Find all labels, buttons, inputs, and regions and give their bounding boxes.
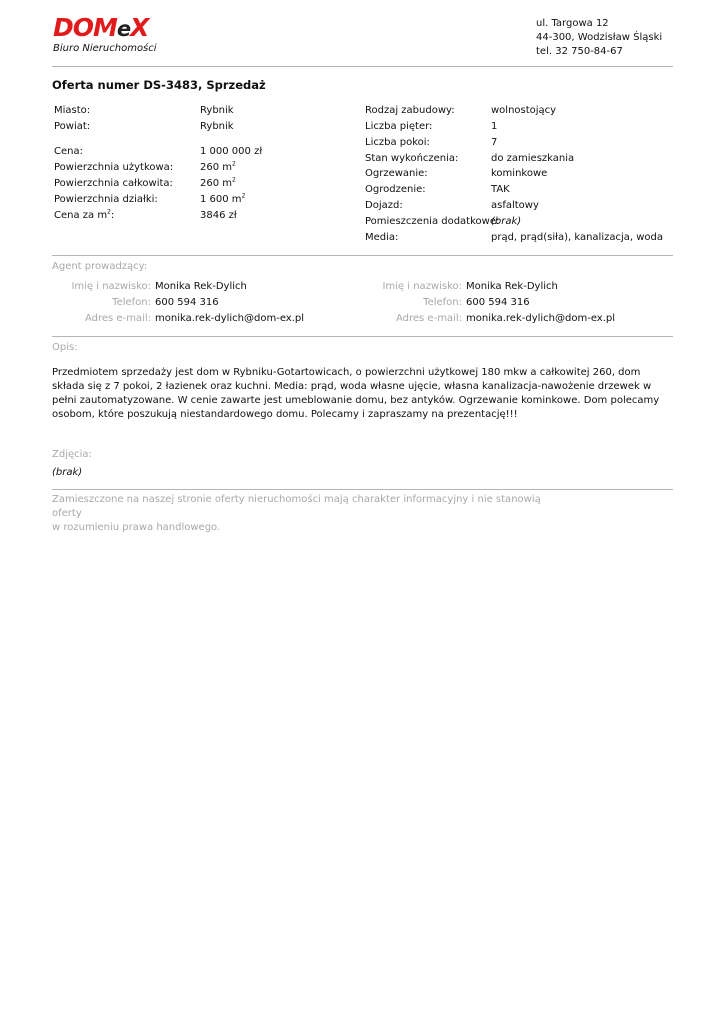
offer-title: Oferta numer DS-3483, Sprzedaż <box>52 78 266 92</box>
detail-label: Powiat: <box>54 121 91 132</box>
detail-value: asfaltowy <box>491 200 539 211</box>
agent-name-label: Imię i nazwisko: <box>382 281 462 292</box>
divider <box>52 66 673 67</box>
address-street: ul. Targowa 12 <box>536 18 609 29</box>
divider <box>52 255 673 256</box>
agent-phone-label: Telefon: <box>112 297 151 308</box>
detail-value: 260 $m^2$ <box>200 176 236 189</box>
agent-phone: 600 594 316 <box>466 297 530 308</box>
detail-label: Powierzchnia użytkowa: <box>54 162 174 173</box>
detail-label: Stan wykończenia: <box>365 153 459 164</box>
agent-name-label: Imię i nazwisko: <box>71 281 151 292</box>
agent-phone: 600 594 316 <box>155 297 219 308</box>
detail-label: Cena: <box>54 146 83 157</box>
detail-label: Liczba pokoi: <box>365 137 430 148</box>
detail-value: Rybnik <box>200 105 234 116</box>
disclaimer-line: Zamieszczone na naszej stronie oferty nieruchomości mają charakter informacyjny i nie stanowią oferty <box>52 494 541 519</box>
agent-email-label: Adres e-mail: <box>395 313 462 324</box>
detail-label: Powierzchnia całkowita: <box>54 178 173 189</box>
detail-label: Ogrodzenie: <box>365 184 426 195</box>
detail-value: 3846 zł <box>200 210 237 221</box>
detail-value: 7 <box>491 137 498 148</box>
agent-name: Monika Rek-Dylich <box>155 281 247 292</box>
detail-label: Cena za $m^2$: <box>54 208 115 221</box>
logo-text: DOMeX <box>53 13 149 42</box>
detail-value: (brak) <box>491 216 522 227</box>
address-phone: tel. 32 750-84-67 <box>536 46 623 57</box>
detail-label: Miasto: <box>54 105 91 116</box>
disclaimer <box>52 493 572 535</box>
detail-label: Dojazd: <box>365 200 403 211</box>
address-city: 44-300, Wodzisław Śląski <box>536 32 663 43</box>
logo-subtitle: Biuro Nieruchomości <box>53 43 157 54</box>
agent-email: monika.rek-dylich@dom-ex.pl <box>155 313 305 324</box>
detail-value: Rybnik <box>200 121 234 132</box>
photos-value: (brak) <box>52 467 83 478</box>
detail-value: do zamieszkania <box>491 153 575 164</box>
detail-value: 1 000 000 zł <box>200 146 263 157</box>
detail-value: 1 <box>491 121 498 132</box>
detail-value: wolnostojący <box>491 105 557 116</box>
detail-value: TAK <box>491 184 510 195</box>
detail-value: 260 $m^2$ <box>200 160 236 173</box>
detail-label: Ogrzewanie: <box>365 168 428 179</box>
divider <box>52 336 673 337</box>
company-logo <box>53 14 173 58</box>
description-text: Przedmiotem sprzedaży jest dom w Rybniku-Gotartowicach, o powierzchni użytkowej 180 mkw a całkowitej 260, dom składa się z 7 pokoi, 2 łazienek oraz kuchni. Media: prąd, woda własne ujęcie, własna kanalizacja-nawożenie drzewek w pełni zautomatyzowane. W cenie zawarte jest umeblowanie domu, bez antyków. Ogrzewanie kominkowe. Dom polecamy osobom, które poszukują niestandardowego domu. Polecamy i zapraszamy na prezentację!!! <box>52 367 660 420</box>
company-address <box>536 17 662 59</box>
detail-label: Pomieszczenia dodatkowe: <box>365 216 500 227</box>
agent-email-label: Adres e-mail: <box>84 313 151 324</box>
detail-label: Powierzchnia działki: <box>54 194 158 205</box>
detail-label: Media: <box>365 232 399 243</box>
detail-label: Liczba pięter: <box>365 121 433 132</box>
divider <box>52 489 673 490</box>
agent-phone-label: Telefon: <box>423 297 462 308</box>
detail-value: prąd, prąd(siła), kanalizacja, woda <box>491 232 664 243</box>
agent-name: Monika Rek-Dylich <box>466 281 558 292</box>
detail-value: kominkowe <box>491 168 548 179</box>
detail-value: 1 600 $m^2$ <box>200 192 246 205</box>
disclaimer-line: w rozumieniu prawa handlowego. <box>52 522 221 533</box>
detail-label: Rodzaj zabudowy: <box>365 105 455 116</box>
agent-email: monika.rek-dylich@dom-ex.pl <box>466 313 616 324</box>
photos-section-label: Zdjęcia: <box>52 449 92 460</box>
agent-section-label: Agent prowadzący: <box>52 261 148 272</box>
description-section-label: Opis: <box>52 342 78 353</box>
